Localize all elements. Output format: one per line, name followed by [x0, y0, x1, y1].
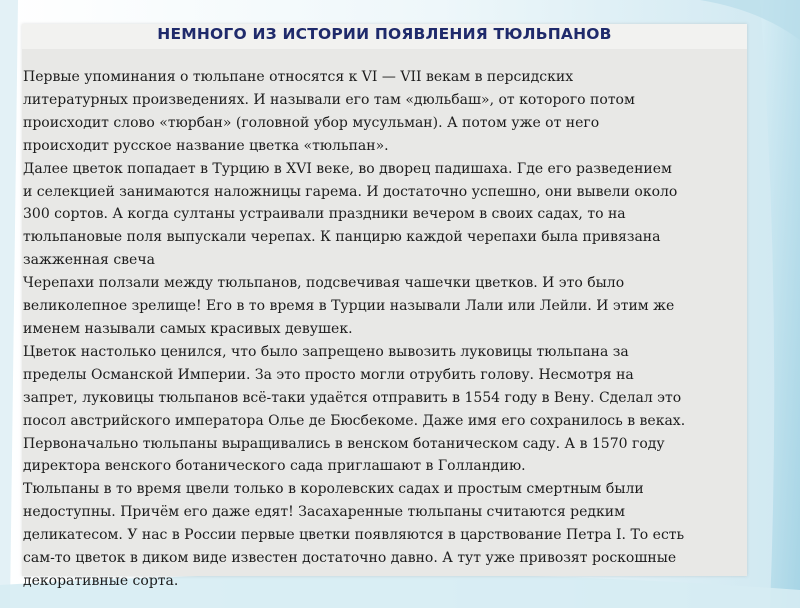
- text-line: тюльпановые поля выпускали черепах. К панцирю каждой черепахи была привязана: [23, 229, 661, 246]
- slide-title: НЕМНОГО ИЗ ИСТОРИИ ПОЯВЛЕНИЯ ТЮЛЬПАНОВ: [157, 25, 612, 43]
- text-line: Первые упоминания о тюльпане относятся к VI — VII векам в персидских: [23, 69, 574, 85]
- text-line: происходит слово «тюрбан» (головной убор мусульман). А потом уже от него: [23, 114, 600, 131]
- text-line: Тюльпаны в то время цвели только в королевских садах и простым смертным были: [23, 481, 644, 498]
- text-line: происходит русское название цветка «тюльпан».: [23, 137, 389, 154]
- text-line: деликатесом. У нас в России первые цветки появляются в царствование Петра I. То есть: [23, 527, 685, 544]
- text-line: Черепахи ползали между тюльпанов, подсвечивая чашечки цветков. И это было: [23, 275, 625, 292]
- text-line: сам-то цветок в диком виде известен достаточно давно. А тут уже привозят роскошные: [23, 550, 677, 567]
- text-line: зажженная свеча: [23, 252, 155, 269]
- slide-content-panel: [22, 24, 747, 589]
- body-text: [23, 66, 747, 593]
- text-line: и селекцией занимаются наложницы гарема. И достаточно успешно, они вывели около: [23, 183, 678, 200]
- text-line: Первоначально тюльпаны выращивались в венском ботаническом саду. А в 1570 году: [23, 435, 665, 452]
- text-line: литературных произведениях. И называли его там «дюльбаш», от которого потом: [23, 91, 635, 108]
- text-line: недоступны. Причём его даже едят! Засахаренные тюльпаны считаются редким: [23, 504, 625, 521]
- text-line: великолепное зрелище! Его в то время в Турции называли Лали или Лейли. И этим же: [23, 298, 675, 315]
- text-line: 300 сортов. А когда султаны устраивали праздники вечером в своих садах, то на: [23, 206, 626, 223]
- text-line: директора венского ботанического сада приглашают в Голландию.: [23, 458, 526, 475]
- text-line: посол австрийского императора Олье де Бюсбекоме. Даже имя его сохранилось в веках.: [23, 412, 686, 429]
- text-line: декоративные сорта.: [23, 572, 179, 589]
- text-line: Цветок настолько ценился, что было запрещено вывозить луковицы тюльпана за: [23, 343, 629, 360]
- text-line: пределы Османской Империи. За это просто могли отрубить голову. Несмотря на: [23, 366, 634, 383]
- text-line: Далее цветок попадает в Турцию в XVI веке, во дворец падишаха. Где его разведением: [23, 160, 672, 177]
- text-line: именем называли самых красивых девушек.: [23, 320, 353, 337]
- text-line: запрет, луковицы тюльпанов всё-таки удаётся отправить в 1554 году в Вену. Сделал это: [23, 389, 682, 406]
